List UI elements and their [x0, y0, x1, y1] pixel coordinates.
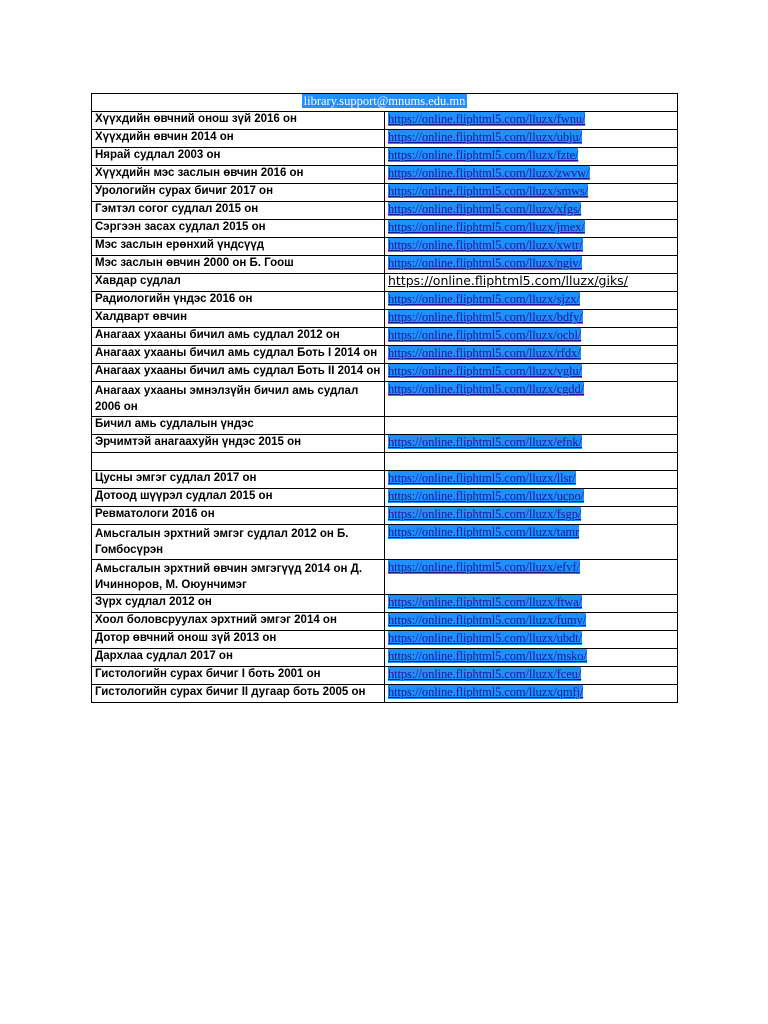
book-link-cell	[385, 148, 678, 166]
book-title: Цусны эмгэг судлал 2017 он	[95, 472, 257, 484]
book-link-cell	[385, 364, 678, 382]
book-link-cell	[385, 560, 678, 595]
book-link-cell	[385, 202, 678, 220]
book-link[interactable]: https://online.fliphtml5.com/lluzx/tamr	[388, 525, 580, 539]
table-row	[92, 595, 678, 613]
book-title: Дархлаа судлал 2017 он	[95, 650, 233, 662]
book-link[interactable]: https://online.fliphtml5.com/lluzx/fceu/	[388, 667, 582, 681]
book-link[interactable]: https://online.fliphtml5.com/lluzx/xfgs/	[388, 202, 582, 216]
book-link[interactable]: https://online.fliphtml5.com/lluzx/fwnu/	[388, 112, 586, 126]
book-title-cell	[92, 130, 385, 148]
table-row	[92, 453, 678, 471]
book-title: Дотор өвчний онош зүй 2013 он	[95, 632, 277, 644]
book-link-cell	[385, 346, 678, 364]
table-row	[92, 685, 678, 703]
book-link[interactable]: https://online.fliphtml5.com/lluzx/xwtr/	[388, 238, 583, 252]
book-link-cell	[385, 184, 678, 202]
book-title: Хүүхдийн өвчин 2014 он	[95, 131, 234, 143]
table-row	[92, 238, 678, 256]
book-title-cell	[92, 364, 385, 382]
support-email-link[interactable]: library.support@mnums.edu.mn	[303, 94, 466, 108]
book-link-cell	[385, 507, 678, 525]
table-row	[92, 435, 678, 453]
table-row	[92, 364, 678, 382]
table-row	[92, 649, 678, 667]
book-title-cell	[92, 489, 385, 507]
table-row	[92, 328, 678, 346]
table-row	[92, 148, 678, 166]
book-link[interactable]: https://online.fliphtml5.com/lluzx/rfdx/	[388, 346, 581, 360]
book-link[interactable]: https://online.fliphtml5.com/lluzx/fsgp/	[388, 507, 582, 521]
book-title: Ревматологи 2016 он	[95, 508, 215, 520]
table-row	[92, 631, 678, 649]
book-title: Амьсгалын эрхтний эмгэг судлал 2012 он Б. Гомбосүрэн	[95, 528, 349, 556]
book-link-cell	[385, 525, 678, 560]
book-title: Анагаах ухааны бичил амь судлал Боть II 2014 он	[95, 365, 381, 377]
table-row	[92, 489, 678, 507]
book-link[interactable]: https://online.fliphtml5.com/lluzx/smws/	[388, 184, 589, 198]
book-title: Мэс заслын ерөнхий үндсүүд	[95, 239, 265, 251]
book-link[interactable]: https://online.fliphtml5.com/lluzx/ubju/	[388, 130, 582, 144]
book-title-cell	[92, 202, 385, 220]
book-link-cell	[385, 238, 678, 256]
book-title-cell	[92, 256, 385, 274]
book-title-cell	[92, 148, 385, 166]
book-title-cell	[92, 453, 385, 471]
book-title: Гэмтэл согог судлал 2015 он	[95, 203, 259, 215]
book-link[interactable]: https://online.fliphtml5.com/lluzx/ocbl/	[388, 328, 582, 342]
table-row	[92, 112, 678, 130]
book-title: Урологийн сурах бичиг 2017 он	[95, 185, 274, 197]
book-title-cell	[92, 595, 385, 613]
table-row	[92, 292, 678, 310]
book-link-cell	[385, 649, 678, 667]
book-link[interactable]: https://online.fliphtml5.com/lluzx/efnk/	[388, 435, 582, 449]
book-link-cell	[385, 471, 678, 489]
book-title: Гистологийн сурах бичиг II дугаар боть 2005 он	[95, 686, 366, 698]
table-row	[92, 274, 678, 292]
book-title-cell	[92, 220, 385, 238]
book-title: Дотоод шүүрэл судлал 2015 он	[95, 490, 273, 502]
book-title: Хүүхдийн өвчний онош зүй 2016 он	[95, 113, 297, 125]
book-title-cell	[92, 184, 385, 202]
book-link[interactable]: https://online.fliphtml5.com/lluzx/fumy/	[388, 613, 587, 627]
book-link-cell	[385, 166, 678, 184]
book-link[interactable]: https://online.fliphtml5.com/lluzx/fzte/	[388, 148, 579, 162]
table-row	[92, 256, 678, 274]
book-link[interactable]: https://online.fliphtml5.com/lluzx/efvf/	[388, 560, 580, 574]
table-row	[92, 507, 678, 525]
book-link-cell	[385, 417, 678, 435]
book-link[interactable]: https://online.fliphtml5.com/lluzx/msko/	[388, 649, 587, 663]
book-link[interactable]: https://online.fliphtml5.com/lluzx/giks/	[388, 273, 628, 288]
book-link[interactable]: https://online.fliphtml5.com/lluzx/llsr/	[388, 471, 576, 485]
book-title: Гистологийн сурах бичиг I боть 2001 он	[95, 668, 321, 680]
table-row	[92, 202, 678, 220]
book-link[interactable]: https://online.fliphtml5.com/lluzx/bdfy/	[388, 310, 583, 324]
book-title-cell	[92, 346, 385, 364]
table-row	[92, 346, 678, 364]
book-link-cell	[385, 130, 678, 148]
book-title: Хоол боловсруулах эрхтний эмгэг 2014 он	[95, 614, 337, 626]
book-title: Бичил амь судлалын үндэс	[95, 418, 254, 430]
book-link[interactable]: https://online.fliphtml5.com/lluzx/ngiv/	[388, 256, 582, 270]
book-link-cell	[385, 667, 678, 685]
book-link-cell	[385, 112, 678, 130]
book-link[interactable]: https://online.fliphtml5.com/lluzx/qmfj/	[388, 685, 584, 699]
book-title: Анагаах ухааны эмнэлзүйн бичил амь судлал 2006 он	[95, 385, 359, 413]
book-title-cell	[92, 613, 385, 631]
book-title-cell	[92, 525, 385, 560]
book-title-cell	[92, 631, 385, 649]
book-link-cell	[385, 382, 678, 417]
book-catalog-table	[91, 93, 678, 703]
book-title: Нярай судлал 2003 он	[95, 149, 221, 161]
book-title-cell	[92, 685, 385, 703]
book-title-cell	[92, 328, 385, 346]
book-link-cell	[385, 435, 678, 453]
book-title-cell	[92, 274, 385, 292]
book-title-cell	[92, 471, 385, 489]
book-title-cell	[92, 166, 385, 184]
book-link-cell	[385, 220, 678, 238]
table-row	[92, 130, 678, 148]
book-link-cell	[385, 310, 678, 328]
book-title: Хавдар судлал	[95, 275, 181, 287]
book-link-cell	[385, 489, 678, 507]
book-link-cell	[385, 256, 678, 274]
table-row	[92, 310, 678, 328]
table-row	[92, 471, 678, 489]
table-row	[92, 382, 678, 417]
book-title: Хүүхдийн мэс заслын өвчин 2016 он	[95, 167, 304, 179]
book-link-cell	[385, 274, 678, 292]
book-link[interactable]: https://online.fliphtml5.com/lluzx/vglu/	[388, 364, 582, 378]
book-title-cell	[92, 310, 385, 328]
table-row	[92, 525, 678, 560]
book-title-cell	[92, 417, 385, 435]
table-row	[92, 220, 678, 238]
book-link[interactable]: https://online.fliphtml5.com/lluzx/ftwa/	[388, 595, 582, 609]
book-title-cell	[92, 112, 385, 130]
book-link[interactable]: https://online.fliphtml5.com/lluzx/cgdd/	[388, 382, 584, 396]
book-link[interactable]: https://online.fliphtml5.com/lluzx/ucpo/	[388, 489, 584, 503]
book-title-cell	[92, 382, 385, 417]
book-title: Зүрх судлал 2012 он	[95, 596, 212, 608]
header-row	[92, 94, 678, 112]
header-cell	[92, 94, 678, 112]
book-link[interactable]: https://online.fliphtml5.com/lluzx/ubdt/	[388, 631, 582, 645]
table-row	[92, 667, 678, 685]
book-title: Эрчимтэй анагаахуйн үндэс 2015 он	[95, 436, 302, 448]
book-link[interactable]: https://online.fliphtml5.com/lluzx/zwvw/	[388, 166, 590, 180]
book-link-cell	[385, 685, 678, 703]
book-link[interactable]: https://online.fliphtml5.com/lluzx/sjzx/	[388, 292, 580, 306]
table-row	[92, 560, 678, 595]
book-title: Анагаах ухааны бичил амь судлал Боть I 2014 он	[95, 347, 378, 359]
book-title-cell	[92, 649, 385, 667]
table-row	[92, 613, 678, 631]
book-link-cell	[385, 453, 678, 471]
book-link-cell	[385, 292, 678, 310]
book-title-cell	[92, 292, 385, 310]
book-link-cell	[385, 613, 678, 631]
table-row	[92, 184, 678, 202]
book-link-cell	[385, 595, 678, 613]
book-title: Мэс заслын өвчин 2000 он Б. Гоош	[95, 257, 294, 269]
book-title-cell	[92, 238, 385, 256]
book-title: Анагаах ухааны бичил амь судлал 2012 он	[95, 329, 340, 341]
book-title-cell	[92, 667, 385, 685]
book-title: Сэргээн засах судлал 2015 он	[95, 221, 266, 233]
book-title-cell	[92, 435, 385, 453]
book-link-cell	[385, 328, 678, 346]
book-link-cell	[385, 631, 678, 649]
book-title-cell	[92, 507, 385, 525]
book-title: Радиологийн үндэс 2016 он	[95, 293, 253, 305]
book-title: Халдварт өвчин	[95, 311, 188, 323]
table-row	[92, 166, 678, 184]
table-row	[92, 417, 678, 435]
book-title-cell	[92, 560, 385, 595]
book-link[interactable]: https://online.fliphtml5.com/lluzx/jmex/	[388, 220, 585, 234]
book-title: Амьсгалын эрхтний өвчин эмгэгүүд 2014 он Д. Ичинноров, М. Оюунчимэг	[95, 563, 363, 591]
